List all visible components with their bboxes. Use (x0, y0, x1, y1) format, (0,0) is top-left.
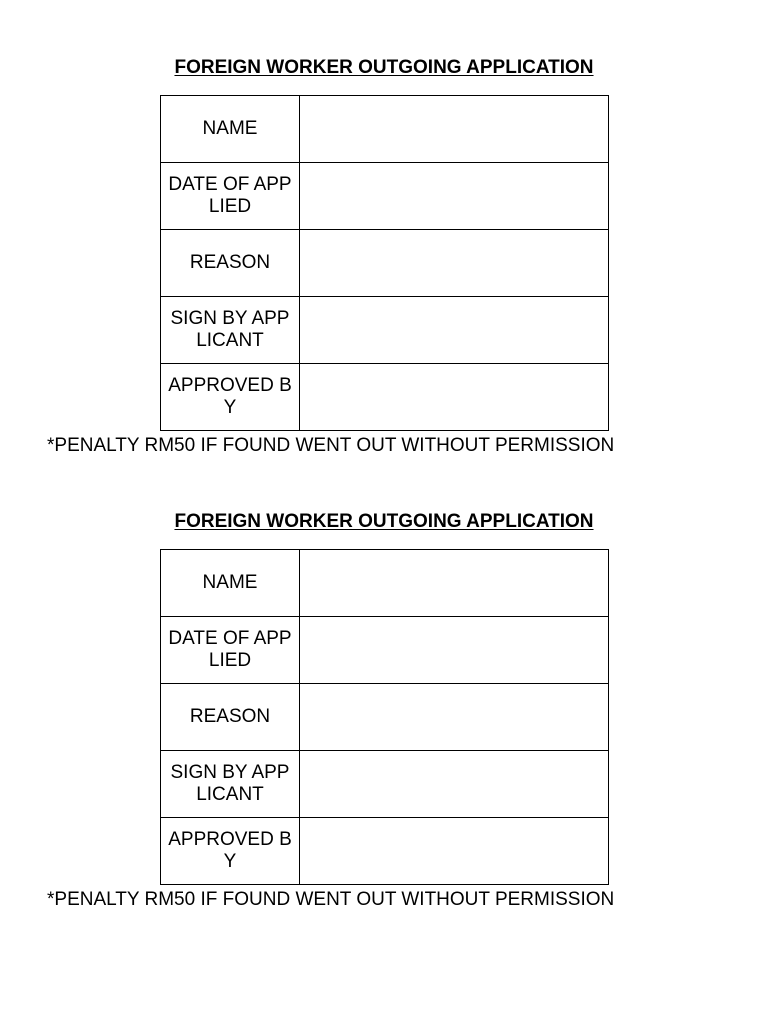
row-label-name: NAME (161, 550, 300, 617)
applicant-signature-field[interactable] (300, 751, 609, 818)
name-field[interactable] (300, 550, 609, 617)
row-label-applicant-sign: SIGN BY APPLICANT (161, 751, 300, 818)
table-row-name (161, 96, 609, 163)
penalty-note: *PENALTY RM50 IF FOUND WENT OUT WITHOUT PERMISSION (47, 889, 615, 910)
row-label-date-applied: DATE OF APPLIED (161, 163, 300, 230)
table-row-approved-by (161, 364, 609, 431)
table-row-date-applied (161, 163, 609, 230)
reason-field[interactable] (300, 684, 609, 751)
row-label-name: NAME (161, 96, 300, 163)
table-row-approved-by (161, 818, 609, 885)
reason-field[interactable] (300, 230, 609, 297)
table-row-applicant-sign (161, 751, 609, 818)
table-row-applicant-sign (161, 297, 609, 364)
row-label-date-applied: DATE OF APPLIED (161, 617, 300, 684)
approved-by-field[interactable] (300, 818, 609, 885)
form-title: FOREIGN WORKER OUTGOING APPLICATION (174, 57, 594, 78)
date-applied-field[interactable] (300, 163, 609, 230)
table-row-reason (161, 230, 609, 297)
date-applied-field[interactable] (300, 617, 609, 684)
form-title: FOREIGN WORKER OUTGOING APPLICATION (174, 511, 594, 532)
row-label-approved-by: APPROVED BY (161, 364, 300, 431)
table-row-name (161, 550, 609, 617)
name-field[interactable] (300, 96, 609, 163)
row-label-approved-by: APPROVED BY (161, 818, 300, 885)
table-row-reason (161, 684, 609, 751)
row-label-applicant-sign: SIGN BY APPLICANT (161, 297, 300, 364)
row-label-reason: REASON (161, 684, 300, 751)
applicant-signature-field[interactable] (300, 297, 609, 364)
row-label-reason: REASON (161, 230, 300, 297)
penalty-note: *PENALTY RM50 IF FOUND WENT OUT WITHOUT PERMISSION (47, 435, 615, 456)
approved-by-field[interactable] (300, 364, 609, 431)
application-table (160, 95, 609, 431)
table-row-date-applied (161, 617, 609, 684)
application-table (160, 549, 609, 885)
